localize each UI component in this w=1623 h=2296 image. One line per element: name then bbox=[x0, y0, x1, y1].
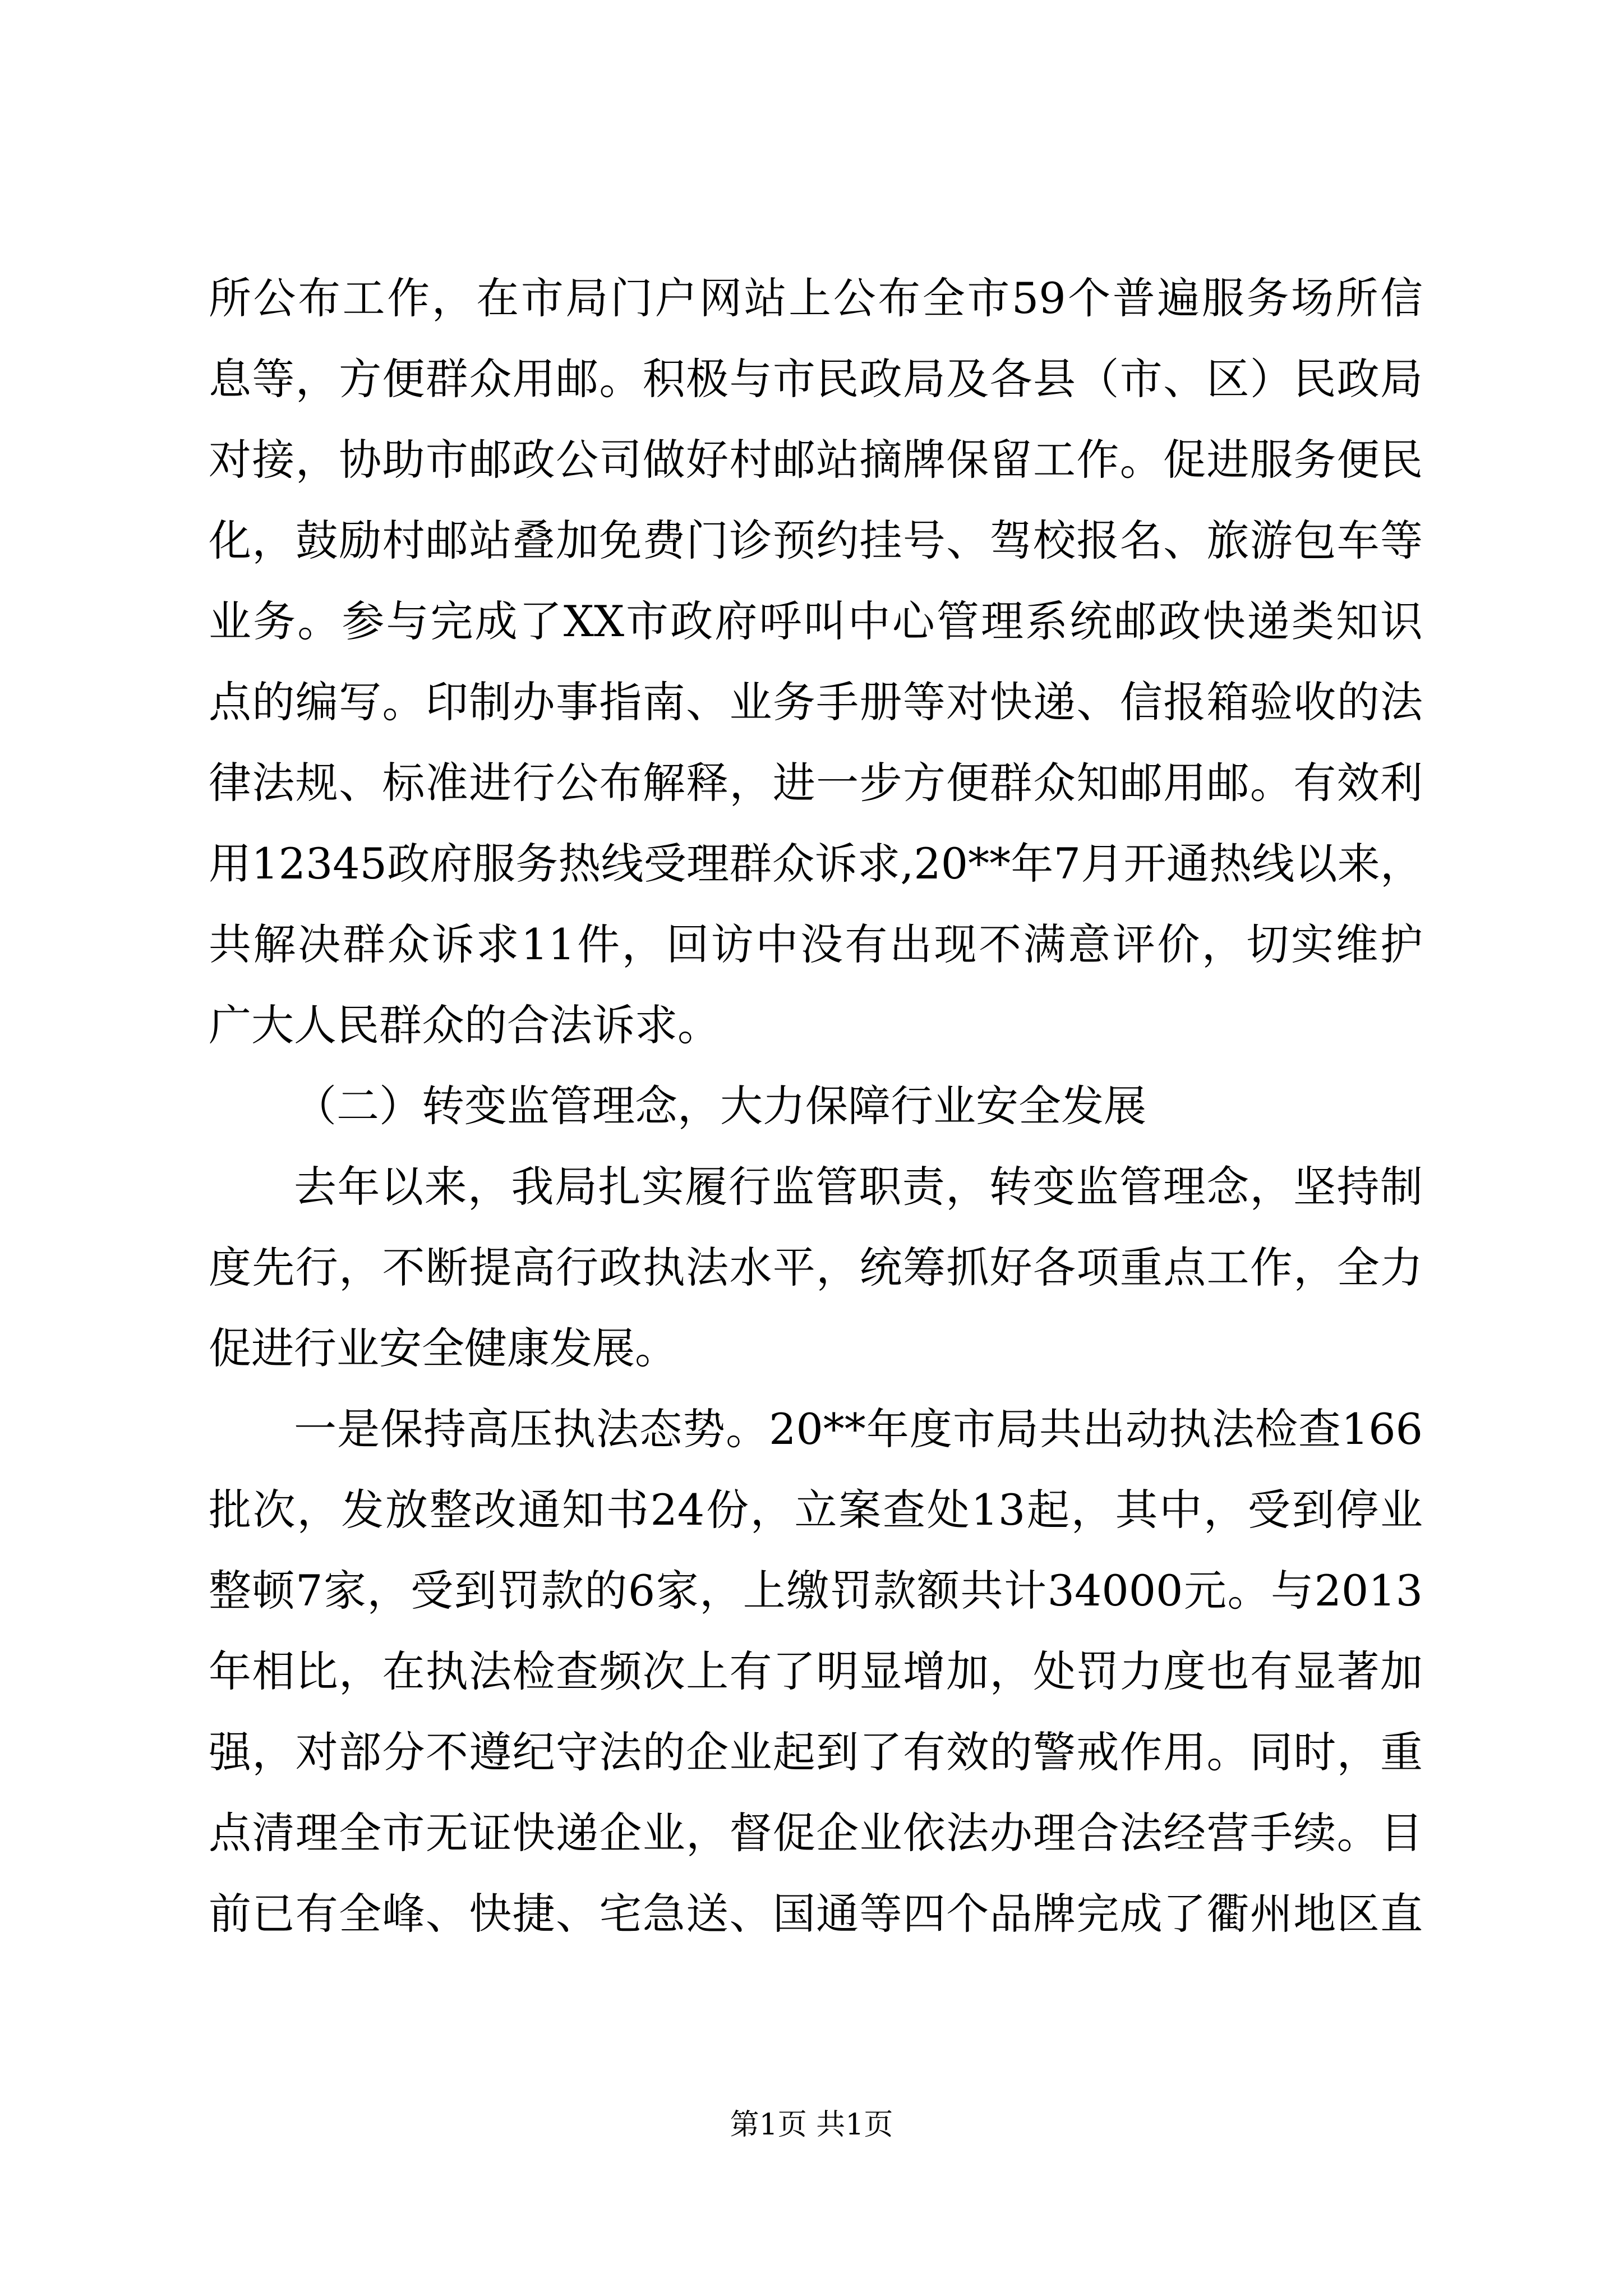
text-line: 点的编写。印制办事指南、业务手册等对快递、信报箱验收的法 bbox=[209, 677, 1423, 727]
text-line: 强，对部分不遵纪守法的企业起到了有效的警戒作用。同时，重 bbox=[209, 1727, 1423, 1777]
text-line: 业务。参与完成了XX市政府呼叫中心管理系统邮政快递类知识 bbox=[209, 596, 1423, 646]
document-body bbox=[209, 258, 1423, 1954]
page-footer: 第1页 共1页 bbox=[730, 2108, 893, 2142]
text-line: 年相比，在执法检查频次上有了明显增加，处罚力度也有显著加 bbox=[209, 1646, 1423, 1696]
text-line: 去年以来，我局扎实履行监管职责，转变监管理念，坚持制 bbox=[294, 1162, 1423, 1212]
section-heading: （二）转变监管理念，大力保障行业安全发展 bbox=[294, 1081, 1146, 1131]
text-line: 整顿7家，受到罚款的6家，上缴罚款额共计34000元。与2013 bbox=[209, 1566, 1423, 1616]
text-line: 批次，发放整改通知书24份，立案查处13起，其中，受到停业 bbox=[209, 1485, 1423, 1535]
text-line: 一是保持高压执法态势。20**年度市局共出动执法检查166 bbox=[294, 1404, 1423, 1454]
text-line: 共解决群众诉求11件，回访中没有出现不满意评价，切实维护 bbox=[209, 919, 1423, 969]
text-line: 促进行业安全健康发展。 bbox=[209, 1323, 677, 1373]
text-line: 前已有全峰、快捷、宅急送、国通等四个品牌完成了衢州地区直 bbox=[209, 1889, 1423, 1939]
text-line: 息等，方便群众用邮。积极与市民政局及各县（市、区）民政局 bbox=[209, 354, 1423, 404]
text-line: 点清理全市无证快递企业，督促企业依法办理合法经营手续。目 bbox=[209, 1808, 1423, 1858]
text-line: 所公布工作，在市局门户网站上公布全市59个普遍服务场所信 bbox=[209, 273, 1423, 323]
text-line: 对接，协助市邮政公司做好村邮站摘牌保留工作。促进服务便民 bbox=[209, 435, 1423, 485]
text-line: 广大人民群众的合法诉求。 bbox=[209, 1000, 720, 1050]
text-line: 用12345政府服务热线受理群众诉求,20**年7月开通热线以来， bbox=[209, 839, 1423, 889]
text-line: 律法规、标准进行公布解释，进一步方便群众知邮用邮。有效利 bbox=[209, 758, 1423, 808]
text-line: 化，鼓励村邮站叠加免费门诊预约挂号、驾校报名、旅游包车等 bbox=[209, 516, 1423, 565]
text-line: 度先行，不断提高行政执法水平，统筹抓好各项重点工作，全力 bbox=[209, 1243, 1423, 1292]
